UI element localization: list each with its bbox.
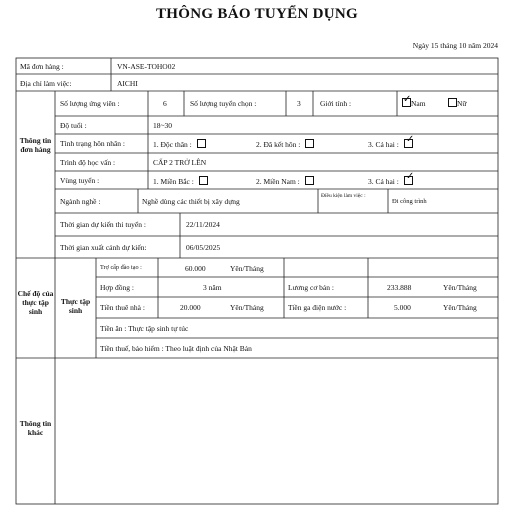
region-label: Vùng tuyển : xyxy=(60,176,100,185)
base-salary-label: Lương cơ bản : xyxy=(288,283,334,292)
section-order-info: Thông tin đơn hàng xyxy=(19,136,52,154)
education-label: Trình độ học vấn : xyxy=(60,158,116,167)
marital-both-option[interactable] xyxy=(368,139,413,149)
utilities-value: 5.000 xyxy=(394,303,411,312)
exam-date-label: Thời gian dự kiến thi tuyển : xyxy=(60,220,146,229)
region-south-option[interactable] xyxy=(256,176,314,186)
rent-value: 20.000 xyxy=(180,303,201,312)
selected-label: Số lượng tuyển chọn : xyxy=(190,99,257,108)
marital-both-text: 3. Cả hai : xyxy=(368,140,399,149)
applicants-label: Số lượng ứng viên : xyxy=(60,99,120,108)
education-value: CẤP 2 TRỞ LÊN xyxy=(153,158,207,167)
training-allowance-value: 60.000 xyxy=(185,264,206,273)
exam-date-value: 22/11/2024 xyxy=(186,220,220,229)
document-date: Ngày 15 tháng 10 năm 2024 xyxy=(412,41,498,50)
utilities-label: Tiền ga điện nước : xyxy=(288,303,347,312)
region-both-text: 3. Cả hai : xyxy=(368,177,399,186)
gender-female-text: Nữ xyxy=(457,99,467,108)
section-intern-regime: Chế độ của thực tập sinh xyxy=(17,289,54,316)
applicants-value: 6 xyxy=(163,99,167,108)
marital-label: Tình trạng hôn nhân : xyxy=(60,139,125,148)
order-code-value: VN-ASE-TOHO02 xyxy=(117,62,176,71)
region-north-option[interactable] xyxy=(153,176,208,186)
rent-label: Tiền thuê nhà : xyxy=(100,303,145,312)
marital-married-text: 2. Đã kết hôn : xyxy=(256,140,301,149)
training-allowance-unit: Yên/Tháng xyxy=(230,264,264,273)
checkbox-icon[interactable] xyxy=(199,176,208,185)
departure-label: Thời gian xuất cảnh dự kiến: xyxy=(60,243,147,252)
base-salary-value: 233.888 xyxy=(387,283,412,292)
industry-label: Ngành nghề : xyxy=(60,197,101,206)
region-south-text: 2. Miền Nam : xyxy=(256,177,300,186)
checkbox-icon[interactable] xyxy=(448,98,457,107)
intern-label: Thực tập sinh xyxy=(60,297,91,315)
contract-value: 3 năm xyxy=(203,283,222,292)
work-condition-label: Điều kiện làm việc : xyxy=(321,193,366,199)
checkbox-icon[interactable] xyxy=(197,139,206,148)
gender-male-option[interactable] xyxy=(402,98,426,108)
departure-value: 06/05/2025 xyxy=(186,243,221,252)
gender-label: Giới tính : xyxy=(320,99,352,108)
checkbox-icon[interactable] xyxy=(305,176,314,185)
marital-single-text: 1. Độc thân : xyxy=(153,140,192,149)
rent-unit: Yên/Tháng xyxy=(230,303,264,312)
contract-label: Hợp đồng : xyxy=(100,283,134,292)
checkbox-checked-icon[interactable] xyxy=(402,98,411,107)
page-title: THÔNG BÁO TUYỂN DỤNG xyxy=(156,6,358,22)
training-allowance-label: Trợ cấp đào tạo : xyxy=(100,264,142,271)
region-both-option[interactable] xyxy=(368,176,413,186)
gender-male-text: Nam xyxy=(411,99,426,108)
checkbox-checked-icon[interactable] xyxy=(404,176,413,185)
address-label: Địa chỉ làm việc: xyxy=(20,79,72,88)
meals-info: Tiền ăn : Thực tập sinh tự túc xyxy=(100,324,189,333)
base-salary-unit: Yên/Tháng xyxy=(443,283,477,292)
age-label: Độ tuổi : xyxy=(60,121,87,130)
checkbox-checked-icon[interactable] xyxy=(404,139,413,148)
gender-female-option[interactable] xyxy=(448,98,466,108)
section-other-info: Thông tin khác xyxy=(19,419,52,437)
checkbox-icon[interactable] xyxy=(305,139,314,148)
work-condition-value: Đi công trình xyxy=(392,198,427,205)
order-code-label: Mã đơn hàng : xyxy=(20,62,64,71)
industry-value: Nghề dùng các thiết bị xây dựng xyxy=(142,197,240,206)
marital-single-option[interactable] xyxy=(153,139,206,149)
utilities-unit: Yên/Tháng xyxy=(443,303,477,312)
tax-info: Tiền thuế, bảo hiểm : Theo luật định của Nhật Bản xyxy=(100,344,252,353)
age-value: 18~30 xyxy=(153,121,173,130)
region-north-text: 1. Miền Bắc : xyxy=(153,177,194,186)
marital-married-option[interactable] xyxy=(256,139,314,149)
selected-value: 3 xyxy=(297,99,301,108)
address-value: AICHI xyxy=(117,79,138,88)
